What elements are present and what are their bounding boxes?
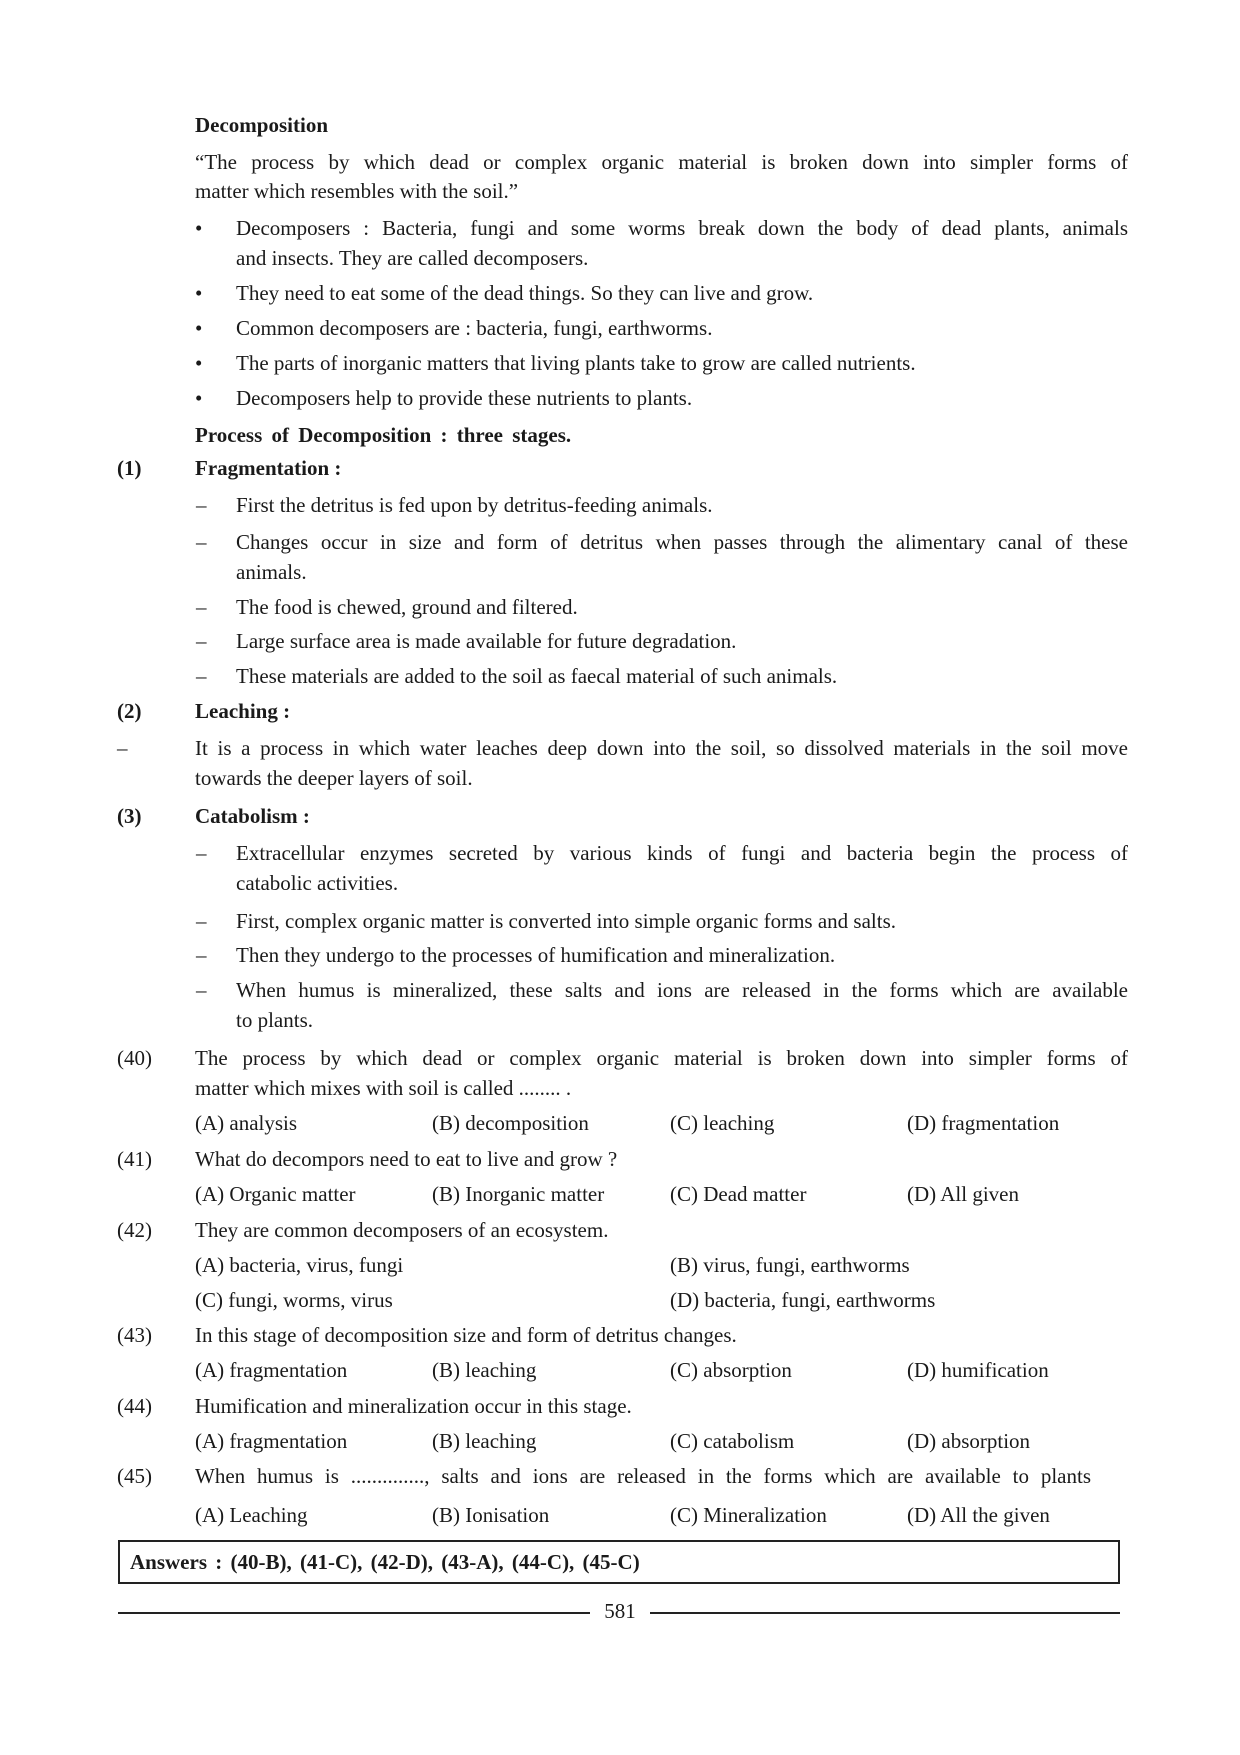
stage-3-point-1-line-2: catabolic activities. [236,871,399,895]
question-42-option-d: (D) bacteria, fungi, earthworms [670,1288,936,1312]
stage-2-number: (2) [117,699,142,723]
question-45-option-a: (A) Leaching [195,1503,308,1527]
question-45-option-c: (C) Mineralization [670,1503,827,1527]
stage-3-point-4-line-1: When humus is mineralized, these salts and ions are released in the forms which are available [236,978,1128,1002]
stage-1-number: (1) [117,456,142,480]
dash-marker: – [196,943,207,967]
question-42-option-a: (A) bacteria, virus, fungi [195,1253,404,1277]
question-43-option-c: (C) absorption [670,1358,792,1382]
question-43-option-b: (B) leaching [432,1358,537,1382]
bullet-marker: • [195,281,203,305]
question-41-option-b: (B) Inorganic matter [432,1182,605,1206]
stage-1-point-5: These materials are added to the soil as faecal material of such animals. [236,664,838,688]
question-41-text: What do decompors need to eat to live and grow ? [195,1147,618,1171]
question-40-option-c: (C) leaching [670,1111,775,1135]
bullet-marker: • [195,316,203,340]
question-40-option-d: (D) fragmentation [907,1111,1060,1135]
stage-3-point-2: First, complex organic matter is converted into simple organic forms and salts. [236,909,897,933]
dash-marker: – [196,909,207,933]
dash-marker: – [196,978,207,1002]
answers-box [118,1540,1120,1584]
bullet-2: They need to eat some of the dead things. So they can live and grow. [236,281,814,305]
question-45-option-b: (B) Ionisation [432,1503,550,1527]
dash-marker: – [196,629,207,653]
question-41-option-c: (C) Dead matter [670,1182,807,1206]
answers-text: Answers : (40-B), (41-C), (42-D), (43-A), (44-C), (45-C) [130,1550,640,1574]
bullet-marker: • [195,351,203,375]
stage-2-point-1-line-1: It is a process in which water leaches deep down into the soil, so dissolved materials in the soil move [195,736,1128,760]
dash-marker: – [117,736,128,760]
question-41-option-a: (A) Organic matter [195,1182,356,1206]
question-41-number: (41) [117,1147,152,1171]
definition-line-1: “The process by which dead or complex organic material is broken down into simpler forms of [195,150,1128,174]
stage-2-point-1-line-2: towards the deeper layers of soil. [195,766,473,790]
dash-marker: – [196,841,207,865]
stage-3-point-1-line-1: Extracellular enzymes secreted by various kinds of fungi and bacteria begin the process of [236,841,1128,865]
question-44-option-d: (D) absorption [907,1429,1031,1453]
bullet-marker: • [195,216,203,240]
question-43-option-d: (D) humification [907,1358,1049,1382]
question-41-option-d: (D) All given [907,1182,1019,1206]
question-45-option-d: (D) All the given [907,1503,1050,1527]
stage-1-point-2-line-2: animals. [236,560,307,584]
question-40-option-a: (A) analysis [195,1111,298,1135]
question-42-text: They are common decomposers of an ecosystem. [195,1218,609,1242]
question-40-line-2: matter which mixes with soil is called ........ . [195,1076,572,1100]
dash-marker: – [196,530,207,554]
question-42-number: (42) [117,1218,152,1242]
question-43-option-a: (A) fragmentation [195,1358,348,1382]
question-44-option-a: (A) fragmentation [195,1429,348,1453]
dash-marker: – [196,493,207,517]
question-44-option-c: (C) catabolism [670,1429,795,1453]
stage-1-point-3: The food is chewed, ground and filtered. [236,595,578,619]
bullet-5: Decomposers help to provide these nutrients to plants. [236,386,693,410]
section-title: Decomposition [195,113,328,137]
process-heading: Process of Decomposition : three stages. [195,423,572,447]
definition-line-2: matter which resembles with the soil.” [195,179,519,203]
bullet-1-line-2: and insects. They are called decomposers. [236,246,589,270]
stage-2-title: Leaching : [195,699,291,723]
page-number: 581 [604,1599,636,1623]
stage-1-point-1: First the detritus is fed upon by detritus-feeding animals. [236,493,713,517]
question-45-number: (45) [117,1464,152,1488]
question-44-number: (44) [117,1394,152,1418]
footer-rule-left [118,1612,590,1614]
footer-rule-right [650,1612,1120,1614]
question-43-text: In this stage of decomposition size and form of detritus changes. [195,1323,737,1347]
question-40-number: (40) [117,1046,152,1070]
question-40-option-b: (B) decomposition [432,1111,589,1135]
stage-3-title: Catabolism : [195,804,310,828]
stage-3-point-3: Then they undergo to the processes of humification and mineralization. [236,943,836,967]
question-45-text: When humus is .............., salts and ions are released in the forms which are available to plants [195,1464,1091,1488]
bullet-marker: • [195,386,203,410]
bullet-4: The parts of inorganic matters that living plants take to grow are called nutrients. [236,351,916,375]
stage-1-point-2-line-1: Changes occur in size and form of detritus when passes through the alimentary canal of these [236,530,1128,554]
question-42-option-c: (C) fungi, worms, virus [195,1288,393,1312]
question-44-option-b: (B) leaching [432,1429,537,1453]
dash-marker: – [196,595,207,619]
bullet-1-line-1: Decomposers : Bacteria, fungi and some worms break down the body of dead plants, animals [236,216,1128,240]
stage-3-number: (3) [117,804,142,828]
bullet-3: Common decomposers are : bacteria, fungi, earthworms. [236,316,713,340]
question-44-text: Humification and mineralization occur in this stage. [195,1394,632,1418]
question-40-line-1: The process by which dead or complex organic material is broken down into simpler forms of [195,1046,1128,1070]
dash-marker: – [196,664,207,688]
question-42-option-b: (B) virus, fungi, earthworms [670,1253,910,1277]
stage-1-title: Fragmentation : [195,456,342,480]
question-43-number: (43) [117,1323,152,1347]
stage-1-point-4: Large surface area is made available for future degradation. [236,629,737,653]
stage-3-point-4-line-2: to plants. [236,1008,313,1032]
